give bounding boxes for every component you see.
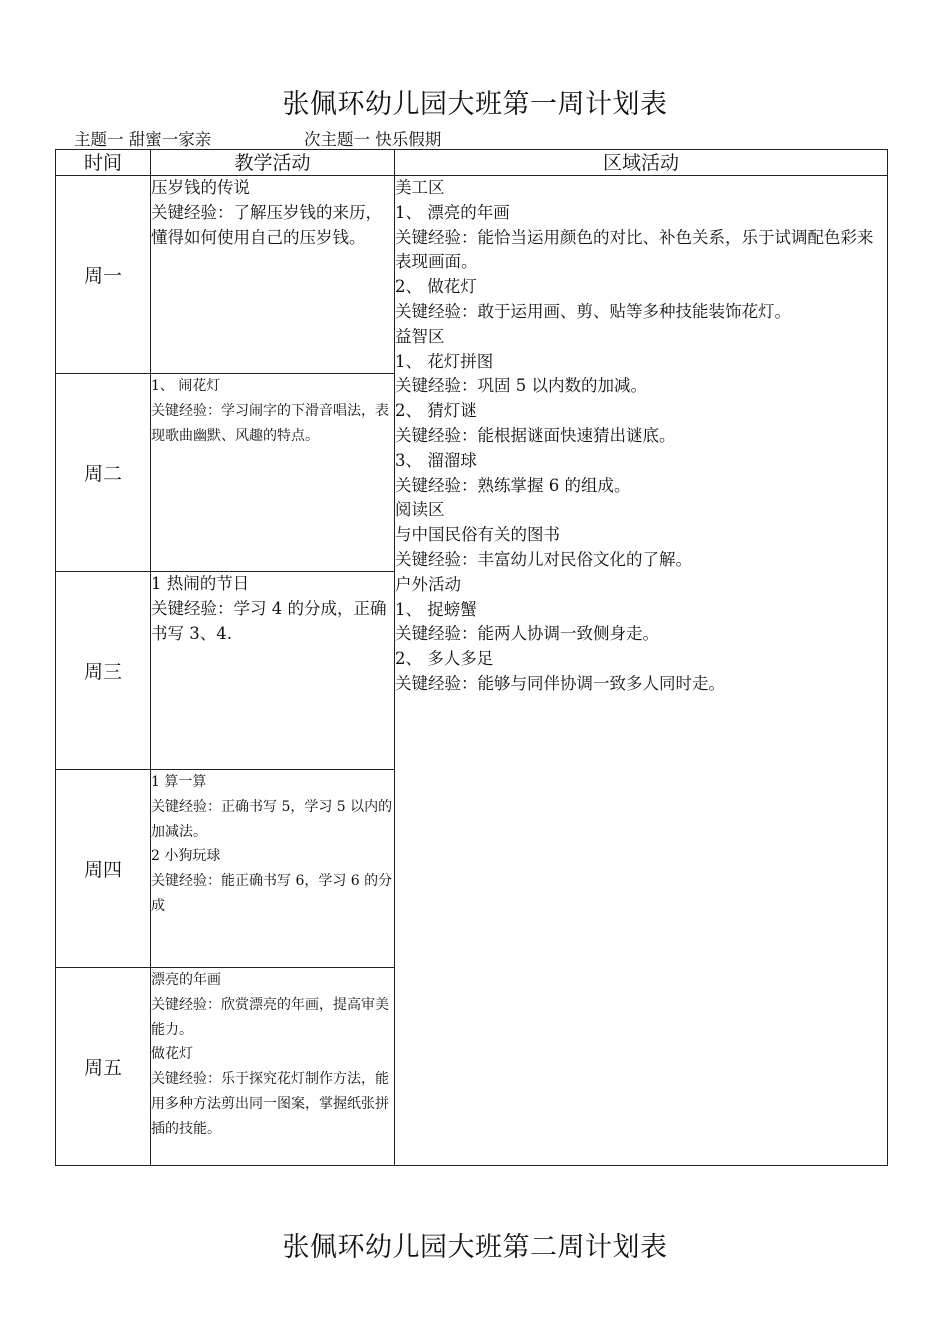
subtheme-label: 次主题一 快乐假期 xyxy=(304,130,442,149)
area-line: 阅读区 xyxy=(395,500,445,520)
next-page-title: 张佩环幼儿园大班第二周计划表 xyxy=(282,1232,668,1263)
activity-line: 漂亮的年画 xyxy=(151,972,221,988)
area-line: 2、 做花灯 xyxy=(395,277,477,297)
area-line: 关键经验：能根据谜面快速猜出谜底。 xyxy=(395,425,676,445)
area-activities xyxy=(395,176,888,1166)
teaching-activity xyxy=(151,572,395,770)
area-line: 关键经验：巩固 5 以内数的加减。 xyxy=(395,376,647,396)
header-area: 区域活动 xyxy=(395,150,888,176)
activity-line: 关键经验：欣赏漂亮的年画，提高审美能力。 xyxy=(151,996,389,1038)
header-teaching: 教学活动 xyxy=(151,150,395,176)
area-line: 关键经验：能恰当运用颜色的对比、补色关系，乐于试调配色彩来表现画面。 xyxy=(395,227,874,272)
activity-line: 1 热闹的节日 xyxy=(151,574,250,593)
activity-line: 关键经验：乐于探究花灯制作方法，能用多种方法剪出同一图案，掌握纸张拼插的技能。 xyxy=(151,1071,389,1137)
activity-line: 1 算一算 xyxy=(151,774,207,790)
activity-line: 1、 闹花灯 xyxy=(151,378,221,394)
activity-line: 关键经验：学习 4 的分成，正确书写 3、4. xyxy=(151,598,387,643)
teaching-activity xyxy=(151,374,395,572)
teaching-activity xyxy=(151,968,395,1166)
page-title: 张佩环幼儿园大班第一周计划表 xyxy=(282,89,668,120)
area-line: 关键经验：能够与同伴协调一致多人同时走。 xyxy=(395,673,725,693)
day-label: 周三 xyxy=(56,572,151,770)
activity-line: 关键经验：正确书写 5，学习 5 以内的加减法。 xyxy=(151,798,393,840)
area-line: 益智区 xyxy=(395,326,445,346)
activity-line: 关键经验：了解压岁钱的来历，懂得如何使用自己的压岁钱。 xyxy=(151,202,382,247)
table-row xyxy=(56,176,888,374)
activity-line: 做花灯 xyxy=(151,1046,193,1063)
area-line: 2、 多人多足 xyxy=(395,649,494,669)
header-row xyxy=(56,150,888,176)
area-line: 关键经验：能两人协调一致侧身走。 xyxy=(395,624,659,644)
area-line: 关键经验：熟练掌握 6 的组成。 xyxy=(395,475,631,495)
area-line: 关键经验：丰富幼儿对民俗文化的了解。 xyxy=(395,549,692,569)
teaching-activity xyxy=(151,770,395,968)
activity-line: 压岁钱的传说 xyxy=(151,178,250,197)
theme-label: 主题一 甜蜜一家亲 xyxy=(74,130,212,149)
day-label: 周四 xyxy=(56,770,151,968)
area-line: 户外活动 xyxy=(395,574,461,594)
area-line: 1、 花灯拼图 xyxy=(395,351,494,371)
header-time: 时间 xyxy=(56,150,151,176)
area-line: 与中国民俗有关的图书 xyxy=(395,525,560,545)
day-label: 周二 xyxy=(56,374,151,572)
area-line: 1、 捉螃蟹 xyxy=(395,599,477,619)
day-label: 周一 xyxy=(56,176,151,374)
area-line: 2、 猜灯谜 xyxy=(395,401,477,421)
activity-line: 2 小狗玩球 xyxy=(151,848,221,865)
teaching-activity xyxy=(151,176,395,374)
area-line: 1、 漂亮的年画 xyxy=(395,202,510,222)
area-line: 3、 溜溜球 xyxy=(395,450,477,470)
activity-line: 关键经验：学习闹字的下滑音唱法，表现歌曲幽默、风趣的特点。 xyxy=(151,402,389,444)
area-line: 关键经验：敢于运用画、剪、贴等多种技能装饰花灯。 xyxy=(395,301,791,321)
day-label: 周五 xyxy=(56,968,151,1166)
activity-line: 关键经验：能正确书写 6，学习 6 的分成 xyxy=(151,873,393,914)
week-plan-table xyxy=(55,149,888,1166)
area-line: 美工区 xyxy=(395,178,445,197)
